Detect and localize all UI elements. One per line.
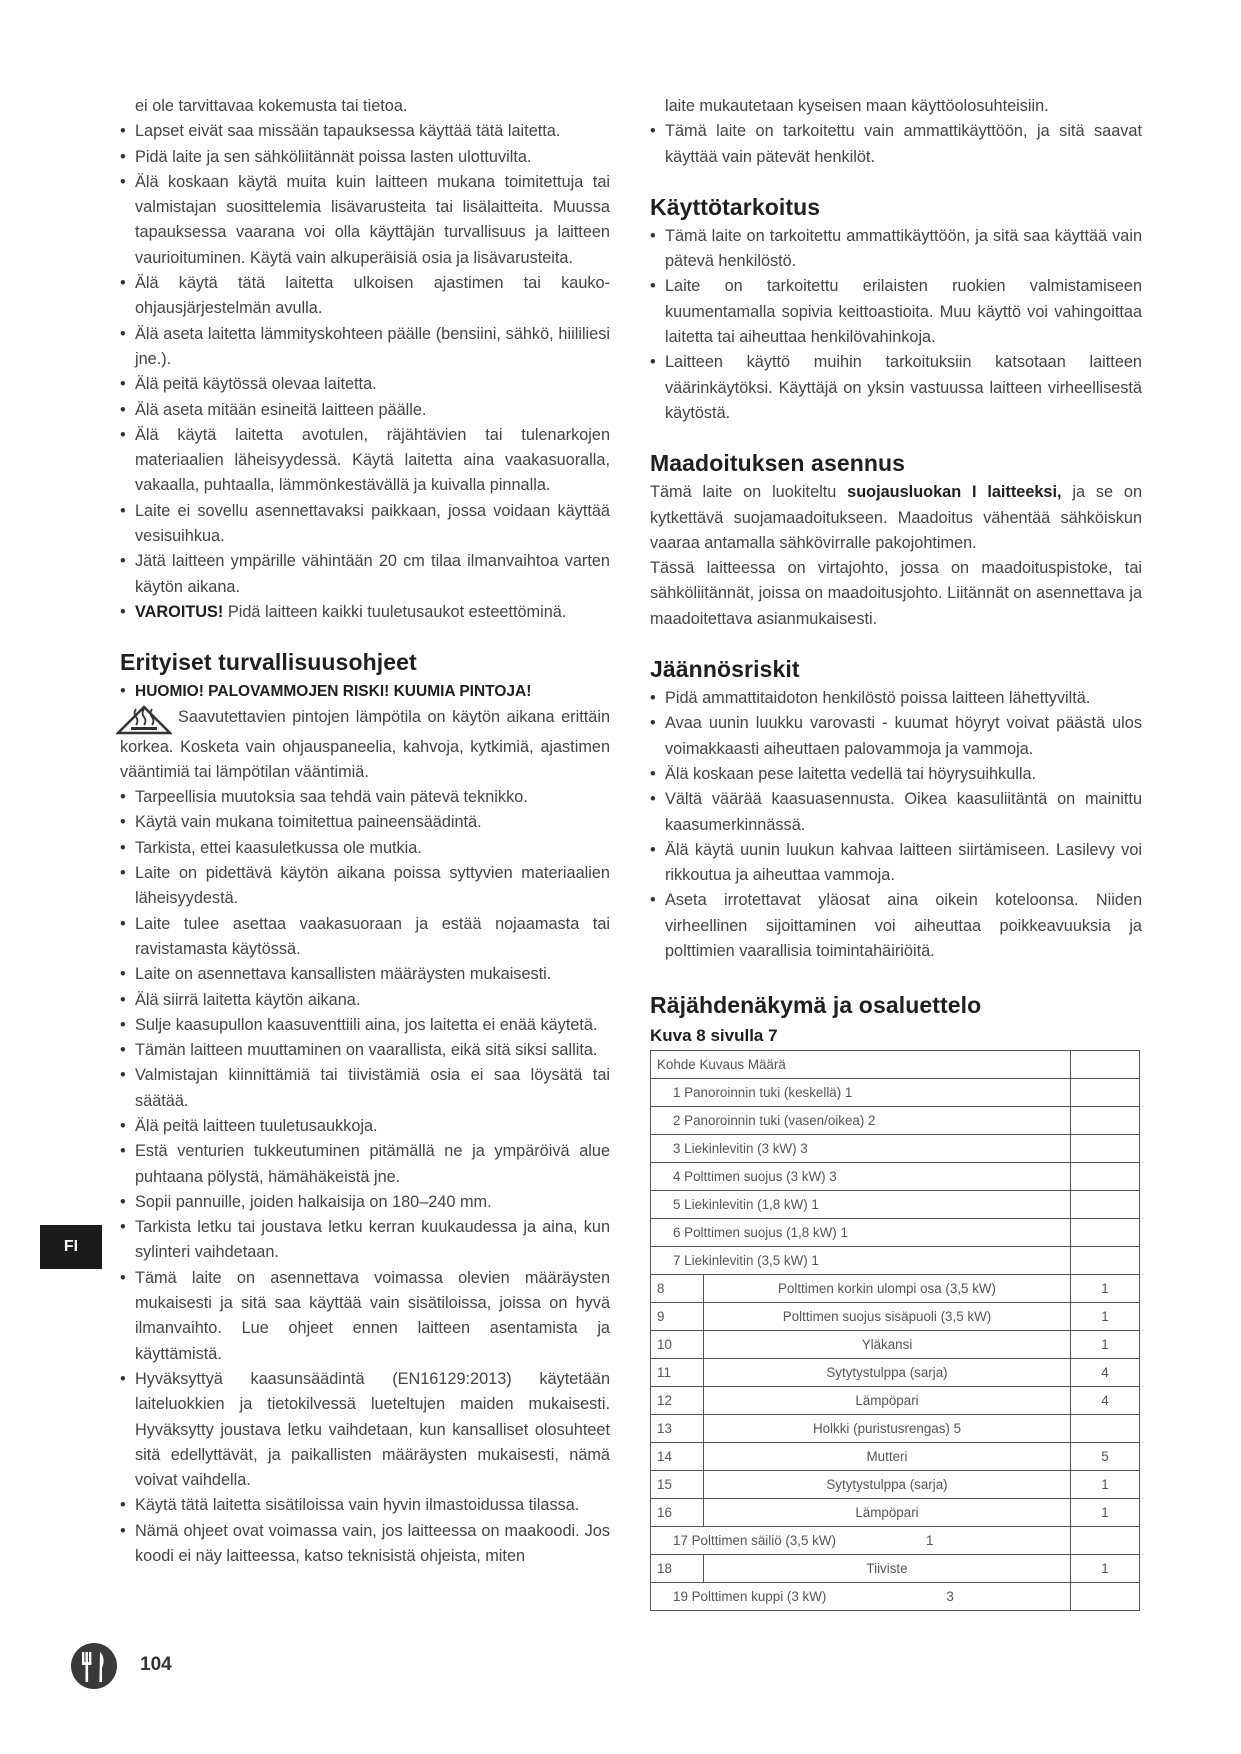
table-cell: [1071, 1527, 1140, 1555]
table-cell: [1071, 1051, 1140, 1079]
list-item: • Tämä laite on tarkoitettu ammattikäyttöön, ja sitä saa käyttää vain pätevä henkilöstö.: [650, 224, 1142, 275]
table-cell: Tiiviste: [704, 1555, 1071, 1583]
exploded-view-heading: Räjähdenäkymä ja osaluettelo: [650, 992, 982, 1019]
table-row: [651, 1527, 1140, 1555]
table-cell: [1071, 1163, 1140, 1191]
special-safety-heading: Erityiset turvallisuusohjeet: [120, 649, 417, 676]
safety-list: [120, 119, 610, 625]
table-row: [651, 1247, 1140, 1275]
table-cell: 11: [651, 1359, 704, 1387]
parts-table: [650, 1050, 1140, 1611]
table-cell: Yläkansi: [704, 1331, 1071, 1359]
table-cell: Mutteri: [704, 1443, 1071, 1471]
list-item: • Tarkista, ettei kaasuletkussa ole mutkia.: [120, 836, 610, 861]
list-item: • Jätä laitteen ympärille vähintään 20 cm tilaa ilmanvaihtoa varten käytön aikana.: [120, 549, 610, 600]
table-cell: 14: [651, 1443, 704, 1471]
grounding-paragraph-2: Tässä laitteessa on virtajohto, jossa on maadoituspistoke, tai sähköliitännät, joissa on maadoitusjohto. Liitännät on asennettava ja maadoitettava asianmukaisesti.: [650, 559, 1142, 628]
usage-list: [650, 224, 1142, 426]
table-row: [651, 1331, 1140, 1359]
table-row: [651, 1219, 1140, 1247]
table-cell: 7 Liekinlevitin (3,5 kW) 1: [651, 1247, 1071, 1275]
usage-heading: Käyttötarkoitus: [650, 193, 821, 220]
table-row: [651, 1135, 1140, 1163]
table-row: [651, 1499, 1140, 1527]
intro-continuation: ei ole tarvittavaa kokemusta tai tietoa.: [135, 97, 408, 115]
list-item: • Laite ei sovellu asennettavaksi paikkaan, jossa voidaan käyttää vesisuihkua.: [120, 499, 610, 550]
table-cell: 1: [1071, 1555, 1140, 1583]
table-cell: Lämpöpari: [704, 1499, 1071, 1527]
grounding-paragraph-1: [650, 480, 1142, 556]
table-header: Kohde Kuvaus Määrä: [651, 1051, 1071, 1079]
left-column: [120, 94, 610, 1569]
special-safety-list: [120, 785, 610, 1569]
table-row: [651, 1387, 1140, 1415]
list-item: • Älä aseta mitään esineitä laitteen päälle.: [120, 398, 610, 423]
table-cell: 1: [1071, 1303, 1140, 1331]
list-item: • Tarpeellisia muutoksia saa tehdä vain pätevä teknikko.: [120, 785, 610, 810]
list-item: • Älä käytä laitetta avotulen, räjähtävien tai tulenarkojen materiaalien läheisyydessä. Käytä laitetta aina vaakasuoralla, vakaalla, puhtaalla, lämmönkestävällä ja kuivalla pinnalla.: [120, 423, 610, 499]
list-item: • Älä aseta laitetta lämmityskohteen päälle (bensiini, sähkö, hiililiesi jne.).: [120, 322, 610, 373]
right-column: [650, 94, 1142, 1611]
table-row: [651, 1359, 1140, 1387]
list-item: • Käytä tätä laitetta sisätiloissa vain hyvin ilmastoidussa tilassa.: [120, 1493, 610, 1518]
table-cell: Holkki (puristusrengas) 5: [704, 1415, 1071, 1443]
list-item: • Älä koskaan pese laitetta vedellä tai höyrysuihkulla.: [650, 762, 1142, 787]
right-continuation: laite mukautetaan kyseisen maan käyttöolosuhteisiin.: [665, 97, 1049, 115]
list-item: • Pidä ammattitaidoton henkilöstö poissa laitteen lähettyviltä.: [650, 686, 1142, 711]
table-cell: [1071, 1247, 1140, 1275]
table-row: [651, 1471, 1140, 1499]
table-cell: 9: [651, 1303, 704, 1331]
list-item: • Älä käytä tätä laitetta ulkoisen ajastimen tai kauko-ohjausjärjestelmän avulla.: [120, 271, 610, 322]
table-cell: 15: [651, 1471, 704, 1499]
list-item: • Nämä ohjeet ovat voimassa vain, jos laitteessa on maakoodi. Jos koodi ei näy laitteessa, katso teknisistä ohjeista, miten: [120, 1519, 610, 1570]
table-cell-label: 17 Polttimen säiliö (3,5 kW): [673, 1533, 836, 1549]
table-cell: 3 Liekinlevitin (3 kW) 3: [651, 1135, 1071, 1163]
hot-surface-text-wrap: [120, 705, 610, 786]
table-cell: Polttimen korkin ulompi osa (3,5 kW): [704, 1275, 1071, 1303]
list-item: • Tarkista letku tai joustava letku kerran kuukaudessa ja aina, kun sylinteri vaihdetaan.: [120, 1215, 610, 1266]
grounding-text: Tämä laite on luokiteltu: [650, 483, 848, 502]
list-item: • Sopii pannuille, joiden halkaisija on 180–240 mm.: [120, 1190, 610, 1215]
list-item: • Vältä väärää kaasuasennusta. Oikea kaasuliitäntä on mainittu kaasumerkinnässä.: [650, 787, 1142, 838]
page-number: 104: [140, 1654, 172, 1675]
table-cell: [1071, 1107, 1140, 1135]
table-cell: 4: [1071, 1387, 1140, 1415]
list-item: • Tämä laite on tarkoitettu vain ammattikäyttöön, ja sitä saavat käyttää vain pätevät henkilöt.: [650, 119, 1142, 170]
list-item: • Älä peitä käytössä olevaa laitetta.: [120, 372, 610, 397]
hot-surface-icon: [116, 705, 172, 735]
table-cell: [1071, 1219, 1140, 1247]
list-item: • Aseta irrotettavat yläosat aina oikein koteloonsa. Niiden virheellinen sijoittaminen voi aiheuttaa poikkeavuuksia ja polttimien vaarallisia toimintahäiriöitä.: [650, 888, 1142, 964]
table-cell: [1071, 1191, 1140, 1219]
table-row: [651, 1443, 1140, 1471]
table-cell: 1 Panoroinnin tuki (keskellä) 1: [651, 1079, 1071, 1107]
list-item: • Laite on tarkoitettu erilaisten ruokien valmistamiseen kuumentamalla sopivia keittoastioita. Muu käyttö voi vahingoittaa laitetta tai aiheuttaa henkilövahinkoja.: [650, 274, 1142, 350]
figure-reference: Kuva 8 sivulla 7: [650, 1026, 778, 1046]
language-tab: FI: [40, 1225, 102, 1269]
list-item: • Älä siirrä laitetta käytön aikana.: [120, 988, 610, 1013]
table-cell-qty: 1: [925, 1533, 934, 1549]
table-cell: [651, 1583, 1071, 1611]
list-item: • Älä peitä laitteen tuuletusaukkoja.: [120, 1114, 610, 1139]
table-row: [651, 1163, 1140, 1191]
table-header-row: [651, 1051, 1140, 1079]
table-cell: 4 Polttimen suojus (3 kW) 3: [651, 1163, 1071, 1191]
table-cell: [1071, 1415, 1140, 1443]
table-cell: Polttimen suojus sisäpuoli (3,5 kW): [704, 1303, 1071, 1331]
table-row: [651, 1107, 1140, 1135]
table-row: [651, 1415, 1140, 1443]
table-cell-qty: 3: [946, 1589, 954, 1605]
grounding-heading: Maadoituksen asennus: [650, 450, 906, 477]
list-item: • Älä käytä uunin luukun kahvaa laitteen siirtämiseen. Lasilevy voi rikkoutua ja aiheuttaa vammoja.: [650, 838, 1142, 889]
table-cell: 12: [651, 1387, 704, 1415]
table-cell: Sytytystulppa (sarja): [704, 1359, 1071, 1387]
table-cell: 2 Panoroinnin tuki (vasen/oikea) 2: [651, 1107, 1071, 1135]
list-item: • Hyväksyttyä kaasunsäädintä (EN16129:2013) käytetään laiteluokkien ja tietokilvessä lueteltujen maiden mukaisesti. Hyväksytty joustava letku vaihdetaan, kun kansalliset olosuhteet sitä edellyttävät, ja paikallisten määräysten mukaisesti, nämä voivat vaihdella.: [120, 1367, 610, 1493]
table-cell: 13: [651, 1415, 704, 1443]
table-cell: 5 Liekinlevitin (1,8 kW) 1: [651, 1191, 1071, 1219]
grounding-text: ja se on kytkettävä suojamaadoitukseen. Maadoitus vähentää sähköiskun vaaraa antamalla sähkövirralle pakojohtimen.: [650, 483, 1142, 552]
table-cell: 8: [651, 1275, 704, 1303]
table-cell: 4: [1071, 1359, 1140, 1387]
protection-class: suojausluokan I laitteeksi,: [847, 483, 1062, 502]
table-row: [651, 1079, 1140, 1107]
table-cell-label: 19 Polttimen kuppi (3 kW): [673, 1589, 827, 1605]
table-cell: [651, 1527, 1071, 1555]
list-item: • Lapset eivät saa missään tapauksessa käyttää tätä laitetta.: [120, 119, 610, 144]
list-item: • Sulje kaasupullon kaasuventtiili aina, jos laitetta ei enää käytetä.: [120, 1013, 610, 1038]
list-item: • Laite on asennettava kansallisten määräysten mukaisesti.: [120, 962, 610, 987]
warning-item: [120, 600, 610, 625]
list-item: • Laitteen käyttö muihin tarkoituksiin katsotaan laitteen väärinkäytöksi. Käyttäjä on yksin vastuussa laitteen virheellisestä käytöstä.: [650, 350, 1142, 426]
list-item: • Älä koskaan käytä muita kuin laitteen mukana toimitettuja tai valmistajan suosittelemia lisävarusteita tai lisälaitteita. Muussa tapauksessa vaarana voi olla käyttäjän turvallisuus ja laitteen vaurioituminen. Käytä vain alkuperäisiä osia ja lisävarusteita.: [120, 170, 610, 271]
table-cell: 18: [651, 1555, 704, 1583]
list-item: • Estä venturien tukkeutuminen pitämällä ne ja ympäröivä alue puhtaana pölystä, hämähäkeistä jne.: [120, 1139, 610, 1190]
list-item: • Laite tulee asettaa vaakasuoraan ja estää nojaamasta tai ravistamasta käytössä.: [120, 912, 610, 963]
list-item: • Tämä laite on asennettava voimassa olevien määräysten mukaisesti ja sitä saa käyttää vain sisätiloissa, joissa on hyvä ilmanvaihto. Lue ohjeet ennen laitteen asentamista ja käyttämistä.: [120, 1266, 610, 1367]
table-cell: Lämpöpari: [704, 1387, 1071, 1415]
table-cell: 6 Polttimen suojus (1,8 kW) 1: [651, 1219, 1071, 1247]
table-cell: 1: [1071, 1275, 1140, 1303]
hot-surface-title: • HUOMIO! PALOVAMMOJEN RISKI! KUUMIA PINTOJA!: [135, 683, 532, 701]
table-cell: 5: [1071, 1443, 1140, 1471]
residual-risks-heading: Jäännösriskit: [650, 656, 800, 683]
list-item: • Avaa uunin luukku varovasti - kuumat höyryt voivat päästä ulos voimakkaasti aiheuttaen palovammoja ja vammoja.: [650, 711, 1142, 762]
table-cell: 1: [1071, 1331, 1140, 1359]
table-cell: 10: [651, 1331, 704, 1359]
list-item: • Käytä vain mukana toimitettua paineensäädintä.: [120, 810, 610, 835]
cutlery-logo-icon: [70, 1642, 118, 1690]
continuation-list: [650, 119, 1142, 170]
table-row: [651, 1303, 1140, 1331]
list-item: • Tämän laitteen muuttaminen on vaarallista, eikä sitä siksi sallita.: [120, 1038, 610, 1063]
residual-risks-list: [650, 686, 1142, 964]
table-row: [651, 1275, 1140, 1303]
table-row: [651, 1191, 1140, 1219]
list-item: • Pidä laite ja sen sähköliitännät poissa lasten ulottuvilta.: [120, 145, 610, 170]
warning-text: Pidä laitteen kaikki tuuletusaukot esteettöminä.: [223, 602, 567, 621]
hot-surface-warning: [120, 679, 610, 785]
hot-surface-text: Saavutettavien pintojen lämpötila on käytön aikana erittäin korkea. Kosketa vain ohjauspaneelia, kahvoja, kytkimiä, ajastimen vääntimiä tai lämpötilan vääntimiä.: [120, 707, 610, 781]
table-cell: [1071, 1079, 1140, 1107]
table-cell: 16: [651, 1499, 704, 1527]
table-cell: 1: [1071, 1471, 1140, 1499]
table-row: [651, 1583, 1140, 1611]
table-cell: [1071, 1583, 1140, 1611]
table-cell: [1071, 1135, 1140, 1163]
table-cell: Sytytystulppa (sarja): [704, 1471, 1071, 1499]
list-item: • Valmistajan kiinnittämiä tai tiivistämiä osia ei saa löysätä tai säätää.: [120, 1063, 610, 1114]
warning-label: VAROITUS!: [135, 602, 224, 621]
table-cell: 1: [1071, 1499, 1140, 1527]
table-row: [651, 1555, 1140, 1583]
list-item: • Laite on pidettävä käytön aikana poissa syttyvien materiaalien läheisyydestä.: [120, 861, 610, 912]
